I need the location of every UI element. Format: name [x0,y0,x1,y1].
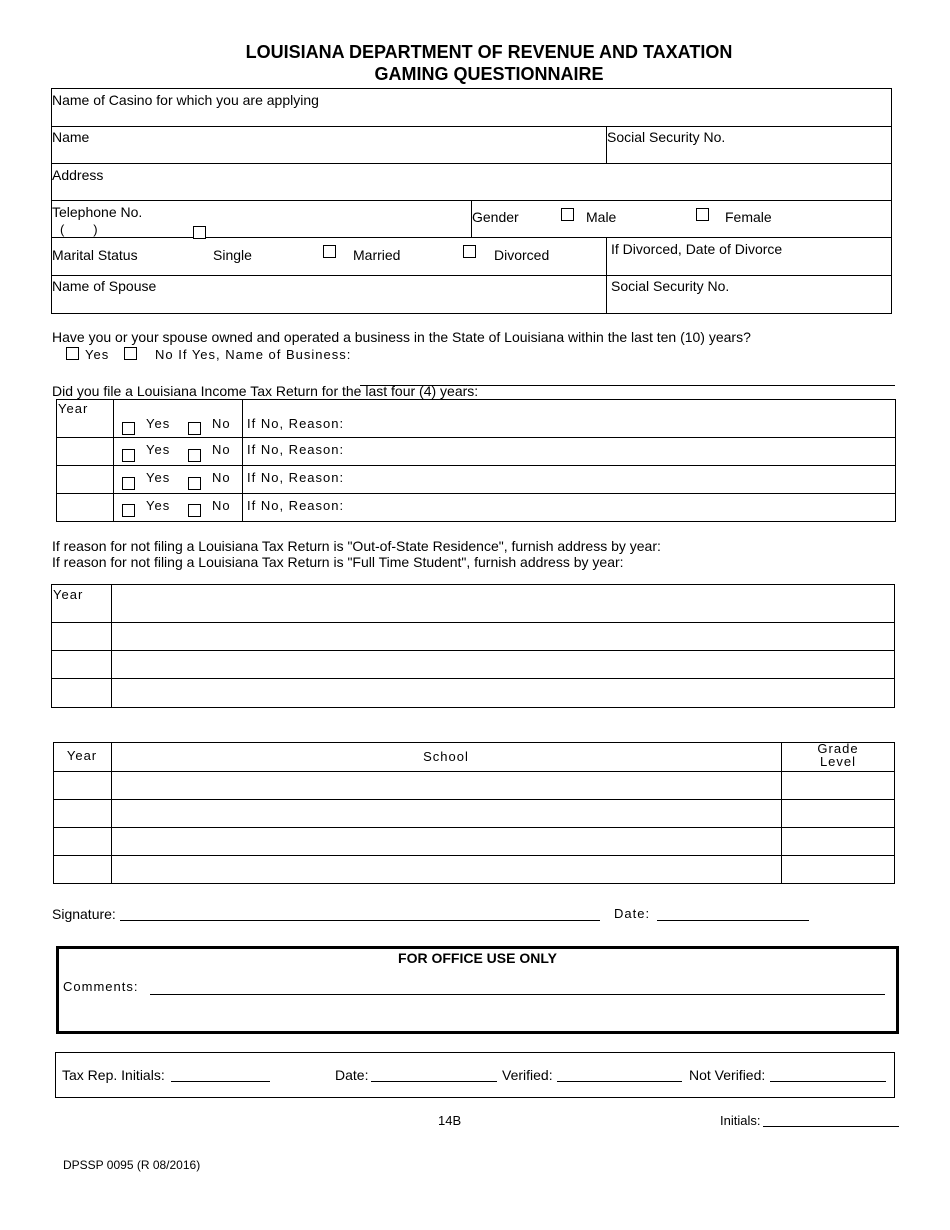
tax-yes-label: Yes [146,442,171,457]
single-label: Single [213,247,252,263]
tax-yes-label: Yes [146,416,171,431]
business-no-label: No If Yes, Name of Business: [155,347,352,362]
tax-no-checkbox[interactable] [188,477,201,490]
male-checkbox[interactable] [561,208,574,221]
business-yes-label: Yes [85,347,110,362]
form-number: DPSSP 0095 (R 08/2016) [63,1158,201,1172]
out-of-state-note: If reason for not filing a Louisiana Tax Return is "Out-of-State Residence", furnish address by year: [52,538,661,554]
divorced-checkbox[interactable] [463,245,476,258]
tax-yes-checkbox[interactable] [122,422,135,435]
office-use-title: FOR OFFICE USE ONLY [398,950,557,966]
student-note: If reason for not filing a Louisiana Tax Return is "Full Time Student", furnish address by year: [52,554,624,570]
divorce-date-field[interactable]: If Divorced, Date of Divorce [611,241,783,257]
signature-date-label: Date: [614,906,651,921]
tax-yes-checkbox[interactable] [122,477,135,490]
title-line-1: LOUISIANA DEPARTMENT OF REVENUE AND TAXATION [245,42,733,62]
title-line-2: GAMING QUESTIONNAIRE [374,64,604,84]
tax-reason-field[interactable]: If No, Reason: [247,442,345,457]
verified-label: Verified: [502,1067,553,1083]
not-verified-label: Not Verified: [689,1067,766,1083]
tax-no-label: No [212,442,231,457]
tax-rep-date-line[interactable] [371,1081,497,1082]
business-question: Have you or your spouse owned and operated a business in the State of Louisiana within the last ten (10) years? [52,329,751,345]
tax-reason-field[interactable]: If No, Reason: [247,416,345,431]
tax-reason-field[interactable]: If No, Reason: [247,498,345,513]
tax-no-label: No [212,498,231,513]
tax-no-checkbox[interactable] [188,504,201,517]
spouse-name-field[interactable]: Name of Spouse [52,278,157,294]
page-code: 14B [438,1113,462,1128]
gender-label: Gender [472,209,519,225]
address-field[interactable]: Address [52,167,104,183]
female-checkbox[interactable] [696,208,709,221]
ssn-field[interactable]: Social Security No. [607,129,726,145]
spouse-ssn-field[interactable]: Social Security No. [611,278,730,294]
tax-year-header: Year [58,401,89,416]
tax-no-label: No [212,470,231,485]
initials-line[interactable] [763,1126,899,1127]
signature-line[interactable] [120,920,600,921]
casino-name-field[interactable]: Name of Casino for which you are applying [52,92,319,108]
school-name-header: School [423,749,469,764]
tax-rep-initials-line[interactable] [171,1081,270,1082]
married-checkbox[interactable] [323,245,336,258]
tax-yes-checkbox[interactable] [122,504,135,517]
verified-line[interactable] [557,1081,682,1082]
not-verified-line[interactable] [770,1081,886,1082]
telephone-field[interactable]: Telephone No. [52,204,143,220]
comments-line[interactable] [150,994,885,995]
tax-rep-initials-label: Tax Rep. Initials: [62,1067,165,1083]
signature-date-line[interactable] [657,920,809,921]
female-label: Female [725,209,772,225]
address-year-header: Year [53,587,84,602]
tax-rep-box [55,1052,895,1098]
divorced-label: Divorced [494,247,550,263]
tax-no-label: No [212,416,231,431]
tax-no-checkbox[interactable] [188,449,201,462]
tax-return-table [56,399,896,522]
tax-rep-date-label: Date: [335,1067,369,1083]
tax-no-checkbox[interactable] [188,422,201,435]
tax-return-question: Did you file a Louisiana Income Tax Return for the last four (4) years: [52,383,479,399]
telephone-area-code: ( ) [60,222,98,237]
tax-yes-label: Yes [146,498,171,513]
marital-status-label: Marital Status [52,247,138,263]
name-field[interactable]: Name [52,129,90,145]
initials-label: Initials: [720,1113,761,1128]
telephone-checkbox[interactable] [193,226,206,239]
tax-yes-checkbox[interactable] [122,449,135,462]
tax-reason-field[interactable]: If No, Reason: [247,470,345,485]
school-year-header: Year [66,748,98,763]
address-by-year-table [51,584,895,708]
tax-yes-label: Yes [146,470,171,485]
male-label: Male [586,209,617,225]
business-yes-checkbox[interactable] [66,347,79,360]
signature-label: Signature: [52,906,116,922]
comments-label: Comments: [63,979,139,994]
grade-level-header: Grade Level [817,741,859,769]
married-label: Married [353,247,401,263]
business-no-checkbox[interactable] [124,347,137,360]
